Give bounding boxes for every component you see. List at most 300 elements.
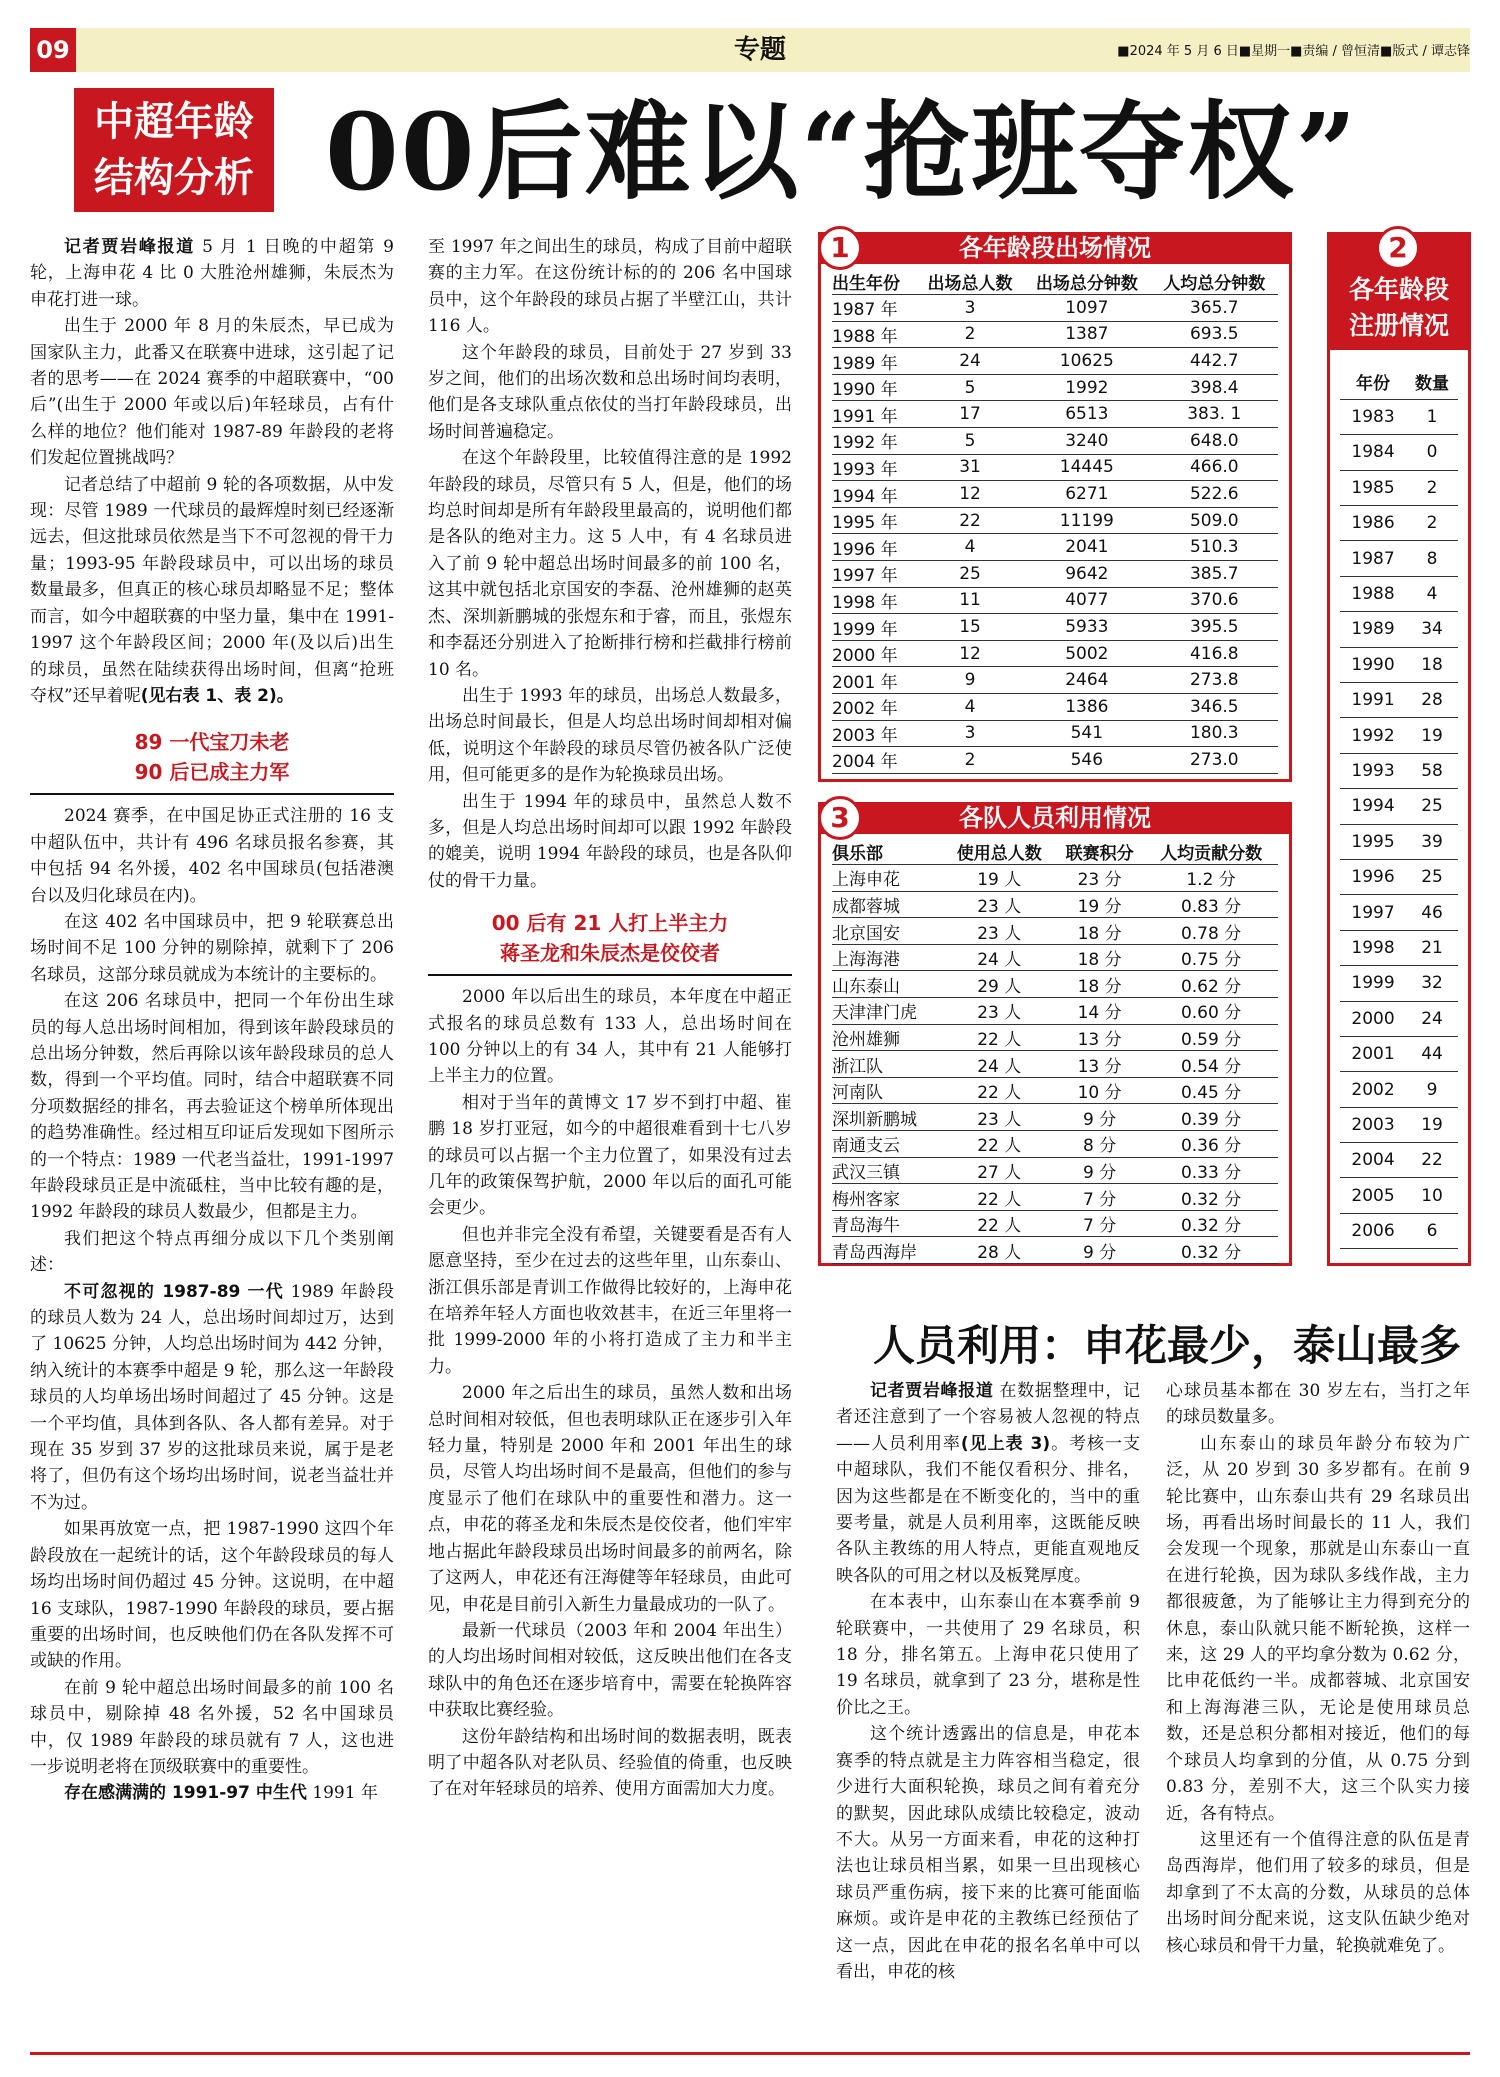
table-cell: 1990 <box>1340 647 1406 682</box>
table-row <box>832 1051 1278 1078</box>
table-cell: 2003 年 <box>832 720 917 747</box>
table-cell: 5933 <box>1023 614 1150 641</box>
kicker-line-2: 结构分析 <box>94 155 254 201</box>
paragraph: 在这个年龄段里，比较值得注意的是 1992 年龄段的球员，尽管只有 5 人，但是，他们的场均总时间却是所有年龄段里最高的，说明他们都是各队的绝对主力。这 5 人中，有 4 名球员进入了前 9 轮中超总出场时间最多的前 100 名，这其中就包括北京国安的李磊、沧州雄狮的赵英杰、深圳新鹏城的张煜东和于睿，而且，张煜东和李磊还分别进入了抢断排行榜和拦截排行榜前 10 名。 <box>428 448 792 680</box>
table-row <box>832 747 1278 774</box>
table-row <box>832 401 1278 428</box>
table-cell: 1097 <box>1023 295 1150 322</box>
table-cell: 22 人 <box>944 1184 1056 1211</box>
table-cell: 3 <box>917 295 1023 322</box>
table-cell: 3 <box>917 720 1023 747</box>
table-cell: 武汉三镇 <box>832 1157 944 1184</box>
table-cell: 22 人 <box>944 1077 1056 1104</box>
table-reference: (见右表 1、表 2)。 <box>140 685 294 706</box>
paragraph: 心球员基本都在 30 岁左右，当打之年的球员数量多。 <box>1166 1381 1470 1428</box>
subheading-line: 蒋圣龙和朱辰杰是佼佼者 <box>500 941 720 966</box>
paragraph: 出生于 2000 年 8 月的朱辰杰，早已成为国家队主力，此番又在联赛中进球，这引起了记者的思考——在 2024 赛季的中超联赛中，“00 后”(出生于 2000 年或以后)年轻球员，占有什么样的地位？他们能对 1987-89 年龄段的老将们发起位置挑战吗？ <box>30 316 394 469</box>
table-cell: 10 <box>1406 1178 1458 1213</box>
table-cell: 11 <box>917 587 1023 614</box>
article-2-column-2 <box>1166 1378 1470 1959</box>
table-header-cell: 联赛积分 <box>1055 838 1144 865</box>
table-3-number: 3 <box>818 796 862 840</box>
table-cell: 2001 年 <box>832 667 917 694</box>
article-column-2 <box>428 234 792 1803</box>
inline-heading: 不可忽视的 1987-89 一代 <box>64 1281 284 1302</box>
paragraph: 1989 年龄段的球员人数为 24 人，总出场时间却过万，达到了 10625 分钟，人均总出场时间为 442 分钟，纳入统计的本赛季中超是 9 轮，那么这一年龄段球员的人均单场出场时间超过了 45 分钟。这是一个平均值，具体到各队、各人都有差异。对于现在 35 岁到 37 岁的这批球员来说，属于是老将了，但仍有这个场均出场时间，说老当益壮并不为过。 <box>30 1281 394 1513</box>
table-header-cell: 人均总分钟数 <box>1151 268 1278 295</box>
table-cell: 0.45 分 <box>1144 1077 1278 1104</box>
table-row <box>1340 683 1458 718</box>
table-row <box>832 1104 1278 1131</box>
paragraph: 记者总结了中超前 9 轮的各项数据，从中发现：尽管 1989 一代球员的最辉煌时刻已经逐渐远去，但这批球员依然是当下不可忽视的骨干力量；1993-95 年龄段球员中，可以出场的球员数量最多，但真正的核心球员却略显不足；整体而言，如今中超联赛的中坚力量，集中在 1991-1997 这个年龄段区间；2000 年(及以后)出生的球员，虽然在陆续获得出场时间，但离“抢班夺权”还早着呢 <box>30 474 394 706</box>
table-row <box>832 640 1278 667</box>
table-header-cell: 出场总分钟数 <box>1023 268 1150 295</box>
paragraph: 这里还有一个值得注意的队伍是青岛西海岸，他们用了较多的球员，但是却拿到了不太高的分数，从球员的总体出场时间分配来说，这支队伍缺少绝对核心球员和骨干力量，轮换就难免了。 <box>1166 1829 1470 1956</box>
table-cell: 梅州客家 <box>832 1184 944 1211</box>
table-1 <box>832 268 1278 774</box>
table-row <box>832 454 1278 481</box>
table-row <box>1340 1072 1458 1107</box>
table-row <box>1340 576 1458 611</box>
table-header-cell: 数量 <box>1406 364 1458 399</box>
table-cell: 1993 <box>1340 753 1406 788</box>
table-row <box>832 944 1278 971</box>
table-row <box>832 998 1278 1025</box>
table-cell: 541 <box>1023 720 1150 747</box>
table-cell: 22 人 <box>944 1131 1056 1158</box>
table-row <box>1340 1036 1458 1071</box>
table-cell: 1986 <box>1340 506 1406 541</box>
table-cell: 2 <box>917 321 1023 348</box>
table-row <box>1340 966 1458 1001</box>
table-cell: 34 <box>1406 612 1458 647</box>
table-cell: 25 <box>917 561 1023 588</box>
table-header-cell: 出场总人数 <box>917 268 1023 295</box>
table-row <box>832 614 1278 641</box>
table-cell: 19 <box>1406 718 1458 753</box>
table-row <box>832 587 1278 614</box>
table-3 <box>832 838 1278 1264</box>
table-cell: 天津津门虎 <box>832 998 944 1025</box>
table-row <box>1340 1107 1458 1142</box>
table-cell: 28 <box>1406 683 1458 718</box>
paragraph: 。考核一支中超球队，我们不能仅看积分、排名，因为这些都是在不断变化的，当中的重要考量，就是人员利用率，这既能反映各队主教练的用人特点，更能直观地反映各队的可用之材以及板凳厚度。 <box>836 1433 1141 1586</box>
table-header-cell: 年份 <box>1340 364 1406 399</box>
table-cell: 23 人 <box>944 918 1056 945</box>
table-cell: 2006 <box>1340 1213 1406 1248</box>
table-row <box>832 534 1278 561</box>
table-cell: 31 <box>917 454 1023 481</box>
paragraph: 如果再放宽一点，把 1987-1990 这四个年龄段放在一起统计的话，这个年龄段球员的每人场均出场时间仍超过 45 分钟。这说明，在中超 16 支球队，1987-1990 年龄段的球员，要占据重要的出场时间，也反映他们仍在各队发挥不可或缺的作用。 <box>30 1519 394 1672</box>
table-row <box>832 720 1278 747</box>
table-cell: 14 分 <box>1055 998 1144 1025</box>
table-cell: 416.8 <box>1151 640 1278 667</box>
table-row <box>832 1024 1278 1051</box>
table-cell: 24 人 <box>944 944 1056 971</box>
table-cell: 4 <box>917 694 1023 721</box>
table-cell: 2000 年 <box>832 640 917 667</box>
table-cell: 648.0 <box>1151 428 1278 455</box>
table-cell: 1985 <box>1340 470 1406 505</box>
table-row <box>832 348 1278 375</box>
table-cell: 24 <box>1406 1001 1458 1036</box>
table-cell: 693.5 <box>1151 321 1278 348</box>
table-row <box>832 374 1278 401</box>
table-cell: 39 <box>1406 824 1458 859</box>
table-cell: 22 <box>917 507 1023 534</box>
table-cell: 12 <box>917 481 1023 508</box>
table-row <box>1340 1143 1458 1178</box>
table-cell: 19 分 <box>1055 891 1144 918</box>
table-reference: (见上表 3) <box>960 1433 1051 1454</box>
table-cell: 5002 <box>1023 640 1150 667</box>
table-cell: 上海申花 <box>832 865 944 892</box>
headline-kicker <box>74 88 274 212</box>
table-cell: 9 <box>1406 1072 1458 1107</box>
table-cell: 1386 <box>1023 694 1150 721</box>
table-cell: 2 <box>1406 470 1458 505</box>
table-cell: 25 <box>1406 859 1458 894</box>
paragraph: 至 1997 年之间出生的球员，构成了目前中超联赛的主力军。在这份统计标的的 206 名中国球员中，这个年龄段的球员占据了半壁江山，共计 116 人。 <box>428 237 792 337</box>
table-row <box>1340 718 1458 753</box>
table-cell: 成都蓉城 <box>832 891 944 918</box>
table-cell: 1387 <box>1023 321 1150 348</box>
table-cell: 0.60 分 <box>1144 998 1278 1025</box>
paragraph: 2000 年以后出生的球员，本年度在中超正式报名的球员总数有 133 人，总出场时间在 100 分钟以上的有 34 人，其中有 21 人能够打上半主力的位置。 <box>428 987 792 1087</box>
table-cell: 19 <box>1406 1107 1458 1142</box>
table-cell: 46 <box>1406 895 1458 930</box>
table-row <box>1340 1213 1458 1248</box>
table-cell: 上海海港 <box>832 944 944 971</box>
table-cell: 383. 1 <box>1151 401 1278 428</box>
table-row <box>832 1077 1278 1104</box>
table-cell: 442.7 <box>1151 348 1278 375</box>
table-row <box>1340 895 1458 930</box>
table-cell: 180.3 <box>1151 720 1278 747</box>
table-cell: 44 <box>1406 1036 1458 1071</box>
table-cell: 18 分 <box>1055 944 1144 971</box>
table-cell: 0.75 分 <box>1144 944 1278 971</box>
table-cell: 25 <box>1406 789 1458 824</box>
table-cell: 8 <box>1406 541 1458 576</box>
table-row <box>1340 506 1458 541</box>
table-row <box>1340 1001 1458 1036</box>
table-row <box>832 971 1278 998</box>
byline: 记者贾岩峰报道 <box>870 1381 994 1401</box>
table-cell: 23 人 <box>944 891 1056 918</box>
table-cell: 395.5 <box>1151 614 1278 641</box>
table-cell: 12 <box>917 640 1023 667</box>
table-header-cell: 使用总人数 <box>944 838 1056 865</box>
table-cell: 6271 <box>1023 481 1150 508</box>
table-cell: 13 分 <box>1055 1051 1144 1078</box>
table-cell: 24 <box>917 348 1023 375</box>
table-cell: 1998 <box>1340 930 1406 965</box>
table-cell: 5 <box>917 428 1023 455</box>
table-cell: 7 分 <box>1055 1184 1144 1211</box>
paragraph: 最新一代球员（2003 年和 2004 年出生）的人均出场时间相对较低，这反映出他们在各支球队中的角色还在逐步培育中，需要在轮换阵容中获取比赛经验。 <box>428 1620 792 1721</box>
paragraph: 2024 赛季，在中国足协正式注册的 16 支中超队伍中，共计有 496 名球员报名参赛，其中包括 94 名外援，402 名中国球员(包括港澳台以及归化球员在内)。 <box>30 806 394 906</box>
table-cell: 11199 <box>1023 507 1150 534</box>
table-cell: 398.4 <box>1151 374 1278 401</box>
table-cell: 0.32 分 <box>1144 1210 1278 1237</box>
section-title: 专题 <box>733 35 786 65</box>
table-cell: 466.0 <box>1151 454 1278 481</box>
table-cell: 21 <box>1406 930 1458 965</box>
table-row <box>832 918 1278 945</box>
table-cell: 6 <box>1406 1213 1458 1248</box>
subheading-line: 89 一代宝刀未老 <box>134 730 290 755</box>
table-cell: 5 <box>917 374 1023 401</box>
paragraph: 在本表中，山东泰山在本赛季前 9 轮联赛中，一共使用了 29 名球员，积 18 分，排名第五。上海申花只使用了 19 名球员，就拿到了 23 分，堪称是性价比之王。 <box>836 1592 1140 1718</box>
table-row <box>1340 753 1458 788</box>
table-cell: 1989 <box>1340 612 1406 647</box>
table-cell: 22 人 <box>944 1210 1056 1237</box>
table-cell: 18 分 <box>1055 971 1144 998</box>
table-row <box>832 667 1278 694</box>
paragraph: 山东泰山的球员年龄分布较为广泛，从 20 岁到 30 多岁都有。在前 9 轮比赛中，山东泰山共有 29 名球员出场，再看出场时间最长的 11 人，我们会发现一个现象，那就是山东泰山一直在进行轮换，因为球队多线作战，主力都很疲惫，为了能够让主力得到充分的休息，泰山队就只能不断轮换，这样一来，这 29 人的平均拿分数为 0.62 分，比申花低约一半。成都蓉城、北京国安和上海海港三队，无论是使用球员总数，还是总积分都相对接近，他们的每个球员人均拿到的分值，从 0.75 分到 0.83 分，差别不大，这三个队实力接近，各有特点。 <box>1166 1433 1470 1824</box>
table-cell: 273.8 <box>1151 667 1278 694</box>
paragraph: 这个统计透露出的信息是，申花本赛季的特点就是主力阵容相当稳定，很少进行大面积轮换，球员之间有着充分的默契，因此球队成绩比较稳定，波动不大。从另一方面来看，申花的这种打法也让球员相当累，如果一旦出现核心球员严重伤病，接下来的比赛可能面临麻烦。或许是申花的主教练已经预估了这一点，因此在申花的报名名单中可以看出，申花的核 <box>836 1724 1140 1982</box>
table-cell: 0 <box>1406 435 1458 470</box>
table-cell: 河南队 <box>832 1077 944 1104</box>
table-2-number: 2 <box>1376 226 1420 270</box>
article-2-column-1 <box>836 1378 1140 1985</box>
table-cell: 山东泰山 <box>832 971 944 998</box>
table-cell: 22 人 <box>944 1024 1056 1051</box>
table-header-row <box>832 268 1278 295</box>
paragraph: 在这 206 名球员中，把同一个年份出生球员的每人总出场时间相加，得到该年龄段球员的总出场分钟数，然后再除以该年龄段球员的总人数，得到一个平均值。同时，结合中超联赛不同分项数据经的排名，再去验证这个榜单所体现出的趋势准确性。经过相互印证后发现如下图所示的一个特点：1989 一代老当益壮，1991-1997 年龄段球员正是中流砥柱，当中比较有趣的是，1992 年龄段的球员人数最少，但都是主力。 <box>30 991 394 1223</box>
table-cell: 2 <box>1406 506 1458 541</box>
table-row <box>1340 435 1458 470</box>
footer-rule <box>30 2052 1470 2055</box>
table-row <box>1340 789 1458 824</box>
table-row <box>832 694 1278 721</box>
dateline: ■2024 年 5 月 6 日■星期一■责编 / 曾恒清■版式 / 谭志锋 <box>1117 44 1470 59</box>
table-cell: 1998 年 <box>832 587 917 614</box>
table-cell: 2005 <box>1340 1178 1406 1213</box>
table-cell: 1 <box>1406 399 1458 434</box>
table-cell: 4 <box>917 534 1023 561</box>
paragraph: 在这 402 名中国球员中，把 9 轮联赛总出场时间不足 100 分钟的剔除掉，就剩下了 206 名球员，这部分球员就成为本统计的主要标的。 <box>30 911 394 985</box>
table-header-cell: 俱乐部 <box>832 838 944 865</box>
table-cell: 0.36 分 <box>1144 1131 1278 1158</box>
table-cell: 3240 <box>1023 428 1150 455</box>
table-cell: 2004 年 <box>832 747 917 774</box>
table-cell: 0.78 分 <box>1144 918 1278 945</box>
table-cell: 0.59 分 <box>1144 1024 1278 1051</box>
table-row <box>832 1157 1278 1184</box>
table-cell: 23 分 <box>1055 865 1144 892</box>
table-cell: 19 人 <box>944 865 1056 892</box>
paragraph: 5 月 1 日晚的中超第 9 轮，上海申花 4 比 0 大胜沧州雄狮，朱辰杰为申花打进一球。 <box>30 237 394 310</box>
article-column-1 <box>30 234 394 1807</box>
table-cell: 青岛海牛 <box>832 1210 944 1237</box>
table-cell: 9642 <box>1023 561 1150 588</box>
table-cell: 1993 年 <box>832 454 917 481</box>
table-cell: 1987 <box>1340 541 1406 576</box>
table-row <box>832 561 1278 588</box>
table-row <box>1340 930 1458 965</box>
table-cell: 18 分 <box>1055 918 1144 945</box>
table-cell: 2464 <box>1023 667 1150 694</box>
table-cell: 1988 年 <box>832 321 917 348</box>
table-cell: 1994 年 <box>832 481 917 508</box>
table-cell: 28 人 <box>944 1237 1056 1264</box>
paragraph: 出生于 1993 年的球员，出场总人数最多，出场总时间最长，但是人均总出场时间却相对偏低，说明这个年龄段的球员尽管仍被各队广泛使用，但可能更多的是作为轮换球员出场。 <box>428 685 792 786</box>
paragraph: 出生于 1994 年的球员中，虽然总人数不多，但是人均总出场时间却可以跟 1992 年龄段的媲美，说明 1994 年龄段的球员，也是各队仰仗的骨干力量。 <box>428 791 792 891</box>
table-cell: 58 <box>1406 753 1458 788</box>
table-cell: 1989 年 <box>832 348 917 375</box>
article-2-title: 人员利用：申花最少，泰山最多 <box>872 1321 1461 1370</box>
table-cell: 1992 <box>1340 718 1406 753</box>
table-row <box>1340 399 1458 434</box>
table-cell: 0.32 分 <box>1144 1184 1278 1211</box>
kicker-line-1: 中超年龄 <box>94 99 254 145</box>
table-cell: 1990 年 <box>832 374 917 401</box>
table-row <box>832 1184 1278 1211</box>
table-cell: 青岛西海岸 <box>832 1237 944 1264</box>
headline-title: 00后难以“抢班夺权” <box>325 89 1359 214</box>
table-row <box>832 1131 1278 1158</box>
table-cell: 北京国安 <box>832 918 944 945</box>
table-cell: 23 人 <box>944 1104 1056 1131</box>
table-cell: 273.0 <box>1151 747 1278 774</box>
paragraph: 2000 年之后出生的球员，虽然人数和出场总时间相对较低，但也表明球队正在逐步引入年轻力量，特别是 2000 年和 2001 年出生的球员，尽管人均出场时间不是最高，但他们的参与度显示了他们在球队中的重要性和潜力。这一点，申花的蒋圣龙和朱辰杰是佼佼者，他们牢牢地占据此年龄段球员出场时间最多的前两名，除了这两人，申花还有汪海健等年轻球员，由此可见，申花是目前引入新生力量最成功的一队了。 <box>428 1383 792 1615</box>
table-cell: 13 分 <box>1055 1024 1144 1051</box>
table-cell: 510.3 <box>1151 534 1278 561</box>
table-cell: 27 人 <box>944 1157 1056 1184</box>
table-cell: 1988 <box>1340 576 1406 611</box>
table-row <box>1340 612 1458 647</box>
table-cell: 9 <box>917 667 1023 694</box>
table-cell: 0.62 分 <box>1144 971 1278 998</box>
table-cell: 1996 <box>1340 859 1406 894</box>
table-cell: 4077 <box>1023 587 1150 614</box>
table-cell: 32 <box>1406 966 1458 1001</box>
table-cell: 1987 年 <box>832 295 917 322</box>
table-cell: 沧州雄狮 <box>832 1024 944 1051</box>
table-cell: 0.54 分 <box>1144 1051 1278 1078</box>
table-header-cell: 出生年份 <box>832 268 917 295</box>
divider <box>30 793 394 795</box>
table-cell: 2004 <box>1340 1143 1406 1178</box>
table-cell: 1999 <box>1340 966 1406 1001</box>
table-cell: 23 人 <box>944 998 1056 1025</box>
table-cell: 1999 年 <box>832 614 917 641</box>
table-cell: 15 <box>917 614 1023 641</box>
paragraph: 相对于当年的黄博文 17 岁不到打中超、崔鹏 18 岁打亚冠，如今的中超很难看到十七八岁的球员可以占据一个主力位置了，如果没有过去几年的政策保驾护航，2000 年以后的面孔可能会更少。 <box>428 1092 792 1219</box>
table-cell: 1995 <box>1340 824 1406 859</box>
table-cell: 2002 <box>1340 1072 1406 1107</box>
table-cell: 1996 年 <box>832 534 917 561</box>
table-cell: 1992 <box>1023 374 1150 401</box>
table-cell: 385.7 <box>1151 561 1278 588</box>
subheading-line: 00 后有 21 人打上半主力 <box>491 911 729 936</box>
table-cell: 1994 <box>1340 789 1406 824</box>
table-row <box>832 891 1278 918</box>
table-cell: 4 <box>1406 576 1458 611</box>
paragraph: 我们把这个特点再细分成以下几个类别阐述： <box>30 1228 394 1276</box>
table-cell: 0.32 分 <box>1144 1237 1278 1264</box>
table-row <box>832 1237 1278 1264</box>
table-header-cell: 人均贡献分数 <box>1144 838 1278 865</box>
table-cell: 1983 <box>1340 399 1406 434</box>
subheading-line: 90 后已成主力军 <box>134 760 290 785</box>
table-2-title-line: 各年龄段 <box>1348 275 1449 304</box>
table-cell: 9 分 <box>1055 1237 1144 1264</box>
table-cell: 29 人 <box>944 971 1056 998</box>
divider <box>428 974 792 976</box>
table-cell: 509.0 <box>1151 507 1278 534</box>
table-cell: 346.5 <box>1151 694 1278 721</box>
table-cell: 2041 <box>1023 534 1150 561</box>
table-cell: 2002 年 <box>832 694 917 721</box>
table-cell: 22 <box>1406 1143 1458 1178</box>
table-cell: 南通支云 <box>832 1131 944 1158</box>
table-cell: 1991 <box>1340 683 1406 718</box>
table-cell: 1995 年 <box>832 507 917 534</box>
table-cell: 14445 <box>1023 454 1150 481</box>
table-cell: 9 分 <box>1055 1157 1144 1184</box>
table-1-title: 各年龄段出场情况 <box>818 232 1292 264</box>
table-row <box>832 865 1278 892</box>
table-cell: 370.6 <box>1151 587 1278 614</box>
table-row <box>1340 1178 1458 1213</box>
table-cell: 8 分 <box>1055 1131 1144 1158</box>
table-cell: 0.33 分 <box>1144 1157 1278 1184</box>
table-cell: 0.83 分 <box>1144 891 1278 918</box>
table-cell: 1991 年 <box>832 401 917 428</box>
table-cell: 2000 <box>1340 1001 1406 1036</box>
table-row <box>1340 470 1458 505</box>
table-cell: 1984 <box>1340 435 1406 470</box>
table-cell: 1992 年 <box>832 428 917 455</box>
table-cell: 7 分 <box>1055 1210 1144 1237</box>
table-cell: 9 分 <box>1055 1104 1144 1131</box>
table-row <box>1340 541 1458 576</box>
table-header-row <box>832 838 1278 865</box>
inline-heading: 存在感满满的 1991-97 中生代 <box>64 1783 307 1804</box>
table-cell: 365.7 <box>1151 295 1278 322</box>
table-cell: 深圳新鹏城 <box>832 1104 944 1131</box>
table-cell: 17 <box>917 401 1023 428</box>
table-cell: 2003 <box>1340 1107 1406 1142</box>
table-row <box>832 1210 1278 1237</box>
table-row <box>832 295 1278 322</box>
table-cell: 2 <box>917 747 1023 774</box>
table-row <box>1340 647 1458 682</box>
table-3-title: 各队人员利用情况 <box>818 802 1292 834</box>
paragraph: 这份年龄结构和出场时间的数据表明，既表明了中超各队对老队员、经验值的倚重，也反映了在对年轻球员的培养、使用方面需加大力度。 <box>428 1726 792 1800</box>
table-cell: 6513 <box>1023 401 1150 428</box>
table-row <box>1340 859 1458 894</box>
table-cell: 1997 年 <box>832 561 917 588</box>
table-2-title-line: 注册情况 <box>1348 311 1449 340</box>
table-header-row <box>1340 364 1458 399</box>
table-cell: 10 分 <box>1055 1077 1144 1104</box>
paragraph: 但也并非完全没有希望，关键要看是否有人愿意坚持，至少在过去的这些年里，山东泰山、浙江俱乐部是青训工作做得比较好的，上海申花在培养年轻人方面也收效甚丰，在近三年里将一批 1999-2000 年的小将打造成了主力和半主力。 <box>428 1224 792 1377</box>
table-cell: 2001 <box>1340 1036 1406 1071</box>
table-1-number: 1 <box>818 226 862 270</box>
paragraph: 这个年龄段的球员，目前处于 27 岁到 33 岁之间，他们的出场次数和总出场时间均表明，他们是各支球队重点依仗的当打年龄段球员，出场时间普遍稳定。 <box>428 342 792 442</box>
paragraph: 在数据整理中，记者还注意到了一个容易被人忽视的特点——人员利用率 <box>836 1381 1141 1454</box>
table-cell: 1.2 分 <box>1144 865 1278 892</box>
table-row <box>832 481 1278 508</box>
subheading-1 <box>30 727 394 787</box>
subheading-2 <box>428 908 792 968</box>
table-cell: 0.39 分 <box>1144 1104 1278 1131</box>
